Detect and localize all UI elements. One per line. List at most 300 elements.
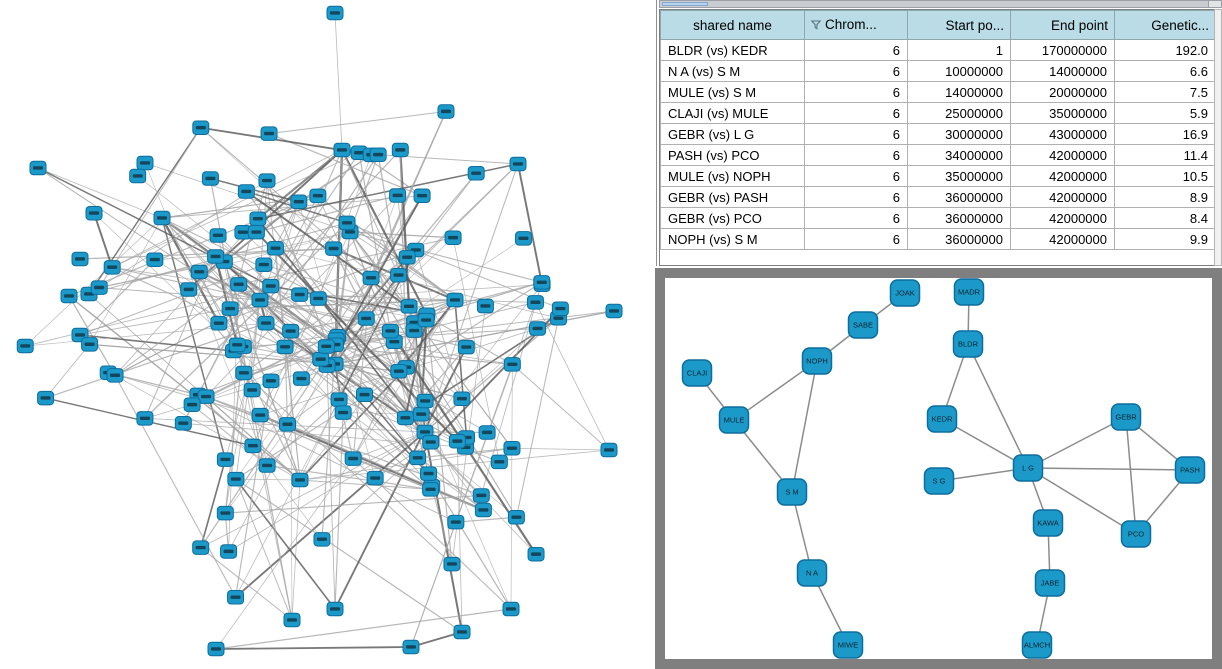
- table-vertical-scrollbar[interactable]: [1214, 9, 1222, 266]
- node-label: [264, 132, 274, 135]
- panel-divider: [656, 0, 657, 266]
- node[interactable]: [17, 339, 33, 353]
- edge-NOPH-S M[interactable]: [792, 361, 817, 492]
- cell-shared-name: PASH (vs) PCO: [661, 145, 805, 166]
- node-label: [406, 645, 416, 648]
- node[interactable]: [259, 174, 275, 188]
- node[interactable]: [217, 453, 233, 467]
- node-label: [452, 439, 462, 442]
- node[interactable]: [413, 407, 429, 421]
- node[interactable]: [382, 324, 398, 338]
- cell-value: 6: [805, 61, 908, 82]
- node[interactable]: [449, 434, 465, 448]
- node-label: [41, 396, 51, 399]
- node-label: [511, 515, 521, 518]
- node[interactable]: [326, 242, 342, 256]
- node[interactable]: [222, 302, 238, 316]
- table-row[interactable]: [661, 166, 1216, 187]
- node[interactable]: [477, 299, 493, 313]
- node-label: [394, 369, 404, 372]
- node[interactable]: [473, 489, 489, 503]
- node[interactable]: [130, 169, 146, 183]
- cell-value: 36000000: [908, 187, 1011, 208]
- node[interactable]: [91, 281, 107, 295]
- node-label: [359, 393, 369, 396]
- node-label: [251, 230, 261, 233]
- cell-shared-name: MULE (vs) S M: [661, 82, 805, 103]
- node-label: [255, 298, 265, 301]
- node[interactable]: [208, 642, 224, 656]
- node-label: [94, 286, 104, 289]
- node[interactable]: [191, 265, 207, 279]
- node[interactable]: [277, 340, 293, 354]
- node-label: [426, 488, 436, 491]
- cell-shared-name: GEBR (vs) L G: [661, 124, 805, 145]
- node-label: [295, 293, 305, 296]
- node[interactable]: [245, 439, 261, 453]
- node[interactable]: [137, 412, 153, 426]
- node[interactable]: [468, 166, 484, 180]
- cell-value: 7.5: [1115, 82, 1216, 103]
- table-row[interactable]: [661, 40, 1216, 61]
- node[interactable]: [423, 483, 439, 497]
- node[interactable]: [310, 189, 326, 203]
- table-horizontal-scrollbar[interactable]: [659, 0, 1222, 8]
- edge: [364, 395, 417, 458]
- node[interactable]: [454, 392, 470, 406]
- cell-value: 42000000: [1011, 187, 1115, 208]
- cell-shared-name: GEBR (vs) PASH: [661, 187, 805, 208]
- edge: [269, 111, 446, 133]
- node[interactable]: [154, 211, 170, 225]
- node-label: [283, 423, 293, 426]
- cell-value: 30000000: [908, 124, 1011, 145]
- node-label: [329, 247, 339, 250]
- cell-value: 35000000: [1011, 103, 1115, 124]
- node[interactable]: [259, 459, 275, 473]
- column-header-start-po[interactable]: [908, 11, 1011, 40]
- node[interactable]: [331, 393, 347, 407]
- node[interactable]: [448, 515, 464, 529]
- node[interactable]: [438, 105, 454, 119]
- node[interactable]: [528, 547, 544, 561]
- node[interactable]: [313, 353, 329, 367]
- node[interactable]: [208, 250, 224, 264]
- node[interactable]: [445, 231, 461, 245]
- node-label: [450, 298, 460, 301]
- node[interactable]: [256, 258, 272, 272]
- node-label: [140, 417, 150, 420]
- node-label: [107, 266, 117, 269]
- node[interactable]: [444, 557, 460, 571]
- node[interactable]: [403, 640, 419, 654]
- node-label: [238, 231, 248, 234]
- cell-value: 192.0: [1115, 40, 1216, 61]
- node[interactable]: [202, 172, 218, 186]
- table-row[interactable]: [661, 103, 1216, 124]
- cell-value: 6: [805, 124, 908, 145]
- column-header-label: Start po...: [945, 17, 1004, 33]
- node[interactable]: [534, 276, 550, 290]
- node[interactable]: [310, 292, 326, 306]
- node-label: [247, 388, 257, 391]
- cell-value: 6: [805, 166, 908, 187]
- node-NOPH[interactable]: [803, 348, 832, 374]
- node-PASH[interactable]: [1176, 457, 1205, 483]
- node-label: [461, 345, 471, 348]
- cell-value: 20000000: [1011, 82, 1115, 103]
- node-label: [402, 256, 412, 259]
- node[interactable]: [252, 293, 268, 307]
- node-label: [296, 377, 306, 380]
- edge: [511, 364, 512, 609]
- node[interactable]: [335, 406, 351, 420]
- table-row[interactable]: [661, 61, 1216, 82]
- node[interactable]: [193, 121, 209, 134]
- node[interactable]: [228, 472, 244, 486]
- filter-funnel-icon[interactable]: [811, 18, 821, 33]
- edge: [145, 163, 267, 466]
- node[interactable]: [399, 251, 415, 265]
- node-label: [373, 153, 383, 156]
- node[interactable]: [250, 212, 266, 226]
- node[interactable]: [229, 338, 245, 352]
- node[interactable]: [217, 506, 233, 520]
- node[interactable]: [181, 283, 197, 297]
- table-row[interactable]: [661, 124, 1216, 145]
- node[interactable]: [345, 452, 361, 466]
- edge-BLDR-L G[interactable]: [968, 344, 1028, 468]
- node[interactable]: [38, 391, 54, 405]
- node-label: [480, 304, 490, 307]
- node-JOAK[interactable]: [891, 280, 920, 306]
- edge: [201, 548, 292, 620]
- node-KAWA[interactable]: [1034, 510, 1063, 536]
- cell-value: 6: [805, 145, 908, 166]
- cell-value: 36000000: [908, 208, 1011, 229]
- column-header-label: shared name: [693, 17, 772, 33]
- node[interactable]: [421, 467, 437, 481]
- node-label: S G: [932, 476, 946, 486]
- subnetwork-canvas[interactable]: [665, 278, 1212, 659]
- node[interactable]: [414, 189, 430, 203]
- node[interactable]: [601, 443, 617, 457]
- node-label: [361, 317, 371, 320]
- node[interactable]: [552, 302, 568, 316]
- node-label: MULE: [723, 415, 745, 425]
- node-MULE[interactable]: [720, 407, 749, 433]
- node-label: [342, 221, 352, 224]
- node[interactable]: [606, 304, 622, 318]
- node[interactable]: [86, 206, 102, 220]
- node-label: [205, 177, 215, 180]
- node[interactable]: [252, 408, 268, 422]
- column-header-chrom[interactable]: [805, 11, 908, 40]
- node-label: [196, 546, 206, 549]
- node-label: KAWA: [1037, 518, 1059, 528]
- node-label: JABE: [1040, 578, 1060, 588]
- node[interactable]: [147, 253, 163, 266]
- node[interactable]: [397, 411, 413, 425]
- node-label: [609, 309, 619, 312]
- scrollbar-corner: [1208, 1, 1221, 7]
- edge: [518, 164, 542, 285]
- node[interactable]: [392, 143, 408, 157]
- node-label: [286, 329, 296, 332]
- node[interactable]: [410, 451, 426, 465]
- node[interactable]: [238, 185, 254, 199]
- node-label: [234, 283, 244, 286]
- node[interactable]: [248, 225, 264, 239]
- node-label: KEDR: [931, 414, 953, 424]
- node-label: [417, 194, 427, 197]
- node[interactable]: [104, 261, 120, 275]
- edge-L G-PASH[interactable]: [1028, 468, 1190, 470]
- node-label: [416, 412, 426, 415]
- node[interactable]: [210, 229, 226, 243]
- node[interactable]: [61, 289, 77, 303]
- node[interactable]: [327, 6, 343, 20]
- node[interactable]: [417, 394, 433, 408]
- node[interactable]: [458, 340, 474, 354]
- node-label: [348, 457, 358, 460]
- cell-value: 6.6: [1115, 61, 1216, 82]
- node[interactable]: [423, 435, 439, 449]
- cell-shared-name: GEBR (vs) PCO: [661, 208, 805, 229]
- node-label: [248, 444, 258, 447]
- cell-value: 35000000: [908, 166, 1011, 187]
- node[interactable]: [137, 156, 153, 170]
- node[interactable]: [527, 296, 543, 310]
- table-row[interactable]: [661, 229, 1216, 250]
- node[interactable]: [367, 471, 383, 485]
- node[interactable]: [193, 541, 209, 555]
- node[interactable]: [530, 322, 546, 336]
- node[interactable]: [504, 358, 520, 372]
- node[interactable]: [261, 127, 277, 141]
- column-header-label: Chrom...: [825, 17, 877, 32]
- subnetwork-panel: [655, 268, 1222, 669]
- node-label: [354, 151, 364, 154]
- node[interactable]: [447, 293, 463, 307]
- node[interactable]: [284, 613, 300, 627]
- node[interactable]: [221, 545, 237, 559]
- node[interactable]: [263, 374, 279, 388]
- node[interactable]: [184, 398, 200, 412]
- node-label: [140, 161, 150, 164]
- node-label: [506, 607, 516, 610]
- node[interactable]: [479, 426, 495, 440]
- node-label: [321, 345, 331, 348]
- node[interactable]: [30, 161, 46, 175]
- cell-value: 6: [805, 82, 908, 103]
- node-label: N A: [805, 568, 819, 578]
- node-S-G[interactable]: [925, 468, 954, 494]
- column-header-genetic[interactable]: [1115, 11, 1216, 40]
- node-label: [196, 126, 206, 129]
- node[interactable]: [418, 313, 434, 327]
- node-label: [345, 230, 355, 233]
- node-label: [287, 618, 297, 621]
- edge: [201, 460, 226, 548]
- node-label: [294, 200, 304, 203]
- node-label: [187, 403, 197, 406]
- node-BLDR[interactable]: [954, 331, 983, 357]
- node[interactable]: [263, 279, 279, 293]
- edge-attribute-table: [660, 10, 1215, 250]
- node[interactable]: [314, 533, 330, 547]
- edge: [229, 366, 328, 552]
- node-label: [157, 216, 167, 219]
- node-CLAJI[interactable]: [683, 360, 712, 386]
- node-label: [280, 345, 290, 348]
- node[interactable]: [292, 288, 308, 302]
- cell-value: 43000000: [1011, 124, 1115, 145]
- node[interactable]: [244, 383, 260, 397]
- node[interactable]: [228, 591, 244, 605]
- node-PCO[interactable]: [1122, 521, 1151, 547]
- node[interactable]: [327, 602, 343, 616]
- node-SABE[interactable]: [849, 312, 878, 338]
- node[interactable]: [211, 317, 227, 331]
- node[interactable]: [258, 316, 274, 330]
- node-label: [313, 194, 323, 197]
- node[interactable]: [292, 473, 308, 487]
- node-MADR[interactable]: [955, 279, 984, 305]
- node-label: [239, 371, 249, 374]
- table-row[interactable]: [661, 208, 1216, 229]
- node-label: [385, 329, 395, 332]
- node-label: [366, 276, 376, 279]
- cell-value: 16.9: [1115, 124, 1216, 145]
- table-row[interactable]: [661, 82, 1216, 103]
- node-label: [214, 321, 224, 324]
- cell-value: 42000000: [1011, 145, 1115, 166]
- node-JABE[interactable]: [1036, 570, 1065, 596]
- cell-value: 6: [805, 103, 908, 124]
- node[interactable]: [391, 268, 407, 282]
- node-label: MIWE: [837, 640, 859, 650]
- node[interactable]: [510, 157, 526, 171]
- node[interactable]: [175, 417, 191, 431]
- node[interactable]: [293, 372, 309, 386]
- node-label: CLAJI: [686, 368, 708, 378]
- node-label: [220, 458, 230, 461]
- node-label: [409, 329, 419, 332]
- node[interactable]: [291, 195, 307, 209]
- column-header-shared-name[interactable]: [661, 11, 805, 40]
- node-label: [451, 520, 461, 523]
- node[interactable]: [107, 369, 123, 383]
- node-label: [253, 217, 263, 220]
- node[interactable]: [236, 366, 252, 380]
- node[interactable]: [508, 511, 524, 525]
- node[interactable]: [318, 340, 334, 354]
- cell-value: 6: [805, 229, 908, 250]
- node-label: [261, 321, 271, 324]
- node[interactable]: [491, 455, 507, 469]
- node-label: [424, 472, 434, 475]
- node-label: [421, 318, 431, 321]
- node-label: [507, 446, 517, 449]
- node-label: [85, 343, 95, 346]
- node[interactable]: [358, 312, 374, 326]
- node-N-A[interactable]: [798, 560, 827, 586]
- edge-GEBR-PCO[interactable]: [1126, 417, 1136, 534]
- node[interactable]: [334, 143, 350, 157]
- node-label: [457, 630, 467, 633]
- node-S-M[interactable]: [778, 479, 807, 505]
- node-MIWE[interactable]: [834, 632, 863, 658]
- node[interactable]: [339, 216, 355, 230]
- table-row[interactable]: [661, 187, 1216, 208]
- node[interactable]: [268, 242, 284, 256]
- node-label: [178, 422, 188, 425]
- node[interactable]: [503, 602, 519, 616]
- node-GEBR[interactable]: [1112, 404, 1141, 430]
- node-label: S M: [785, 487, 799, 497]
- edge: [512, 448, 609, 450]
- node-label: [262, 179, 272, 182]
- table-row[interactable]: [661, 145, 1216, 166]
- cell-value: 5.9: [1115, 103, 1216, 124]
- node[interactable]: [454, 625, 470, 639]
- node-label: [231, 595, 241, 598]
- node-L-G[interactable]: [1014, 455, 1043, 481]
- node[interactable]: [283, 324, 299, 338]
- node-ALMCH[interactable]: [1023, 632, 1052, 658]
- node-label: JOAK: [895, 288, 915, 298]
- scrollbar-thumb[interactable]: [662, 2, 708, 6]
- node[interactable]: [401, 300, 417, 314]
- column-header-label: Genetic...: [1151, 17, 1209, 33]
- node[interactable]: [231, 278, 247, 292]
- node[interactable]: [391, 365, 407, 379]
- node-label: ALMCH: [1023, 640, 1051, 650]
- edge-attribute-table-panel: [659, 9, 1215, 266]
- node-KEDR[interactable]: [928, 406, 957, 432]
- node-label: [317, 538, 327, 541]
- node[interactable]: [280, 418, 296, 432]
- node-label: [404, 305, 414, 308]
- node-label: [224, 550, 234, 553]
- node-label: [201, 395, 211, 398]
- node-label: [89, 211, 99, 214]
- node-label: MADR: [957, 287, 981, 297]
- node[interactable]: [515, 232, 531, 246]
- node[interactable]: [72, 252, 88, 266]
- node[interactable]: [504, 441, 520, 455]
- node[interactable]: [82, 338, 98, 352]
- cell-value: 42000000: [1011, 208, 1115, 229]
- node-label: [507, 363, 517, 366]
- node-label: [395, 148, 405, 151]
- node-label: [413, 456, 423, 459]
- node-label: [494, 460, 504, 463]
- node-label: [150, 258, 160, 261]
- node[interactable]: [390, 189, 406, 203]
- node[interactable]: [363, 271, 379, 285]
- cell-value: 36000000: [908, 229, 1011, 250]
- column-header-end-point[interactable]: [1011, 11, 1115, 40]
- edge: [335, 13, 342, 150]
- node-label: NOPH: [806, 356, 828, 366]
- node[interactable]: [356, 388, 372, 402]
- node[interactable]: [475, 503, 491, 517]
- node[interactable]: [370, 148, 386, 162]
- cell-value: 25000000: [908, 103, 1011, 124]
- node-label: [133, 174, 143, 177]
